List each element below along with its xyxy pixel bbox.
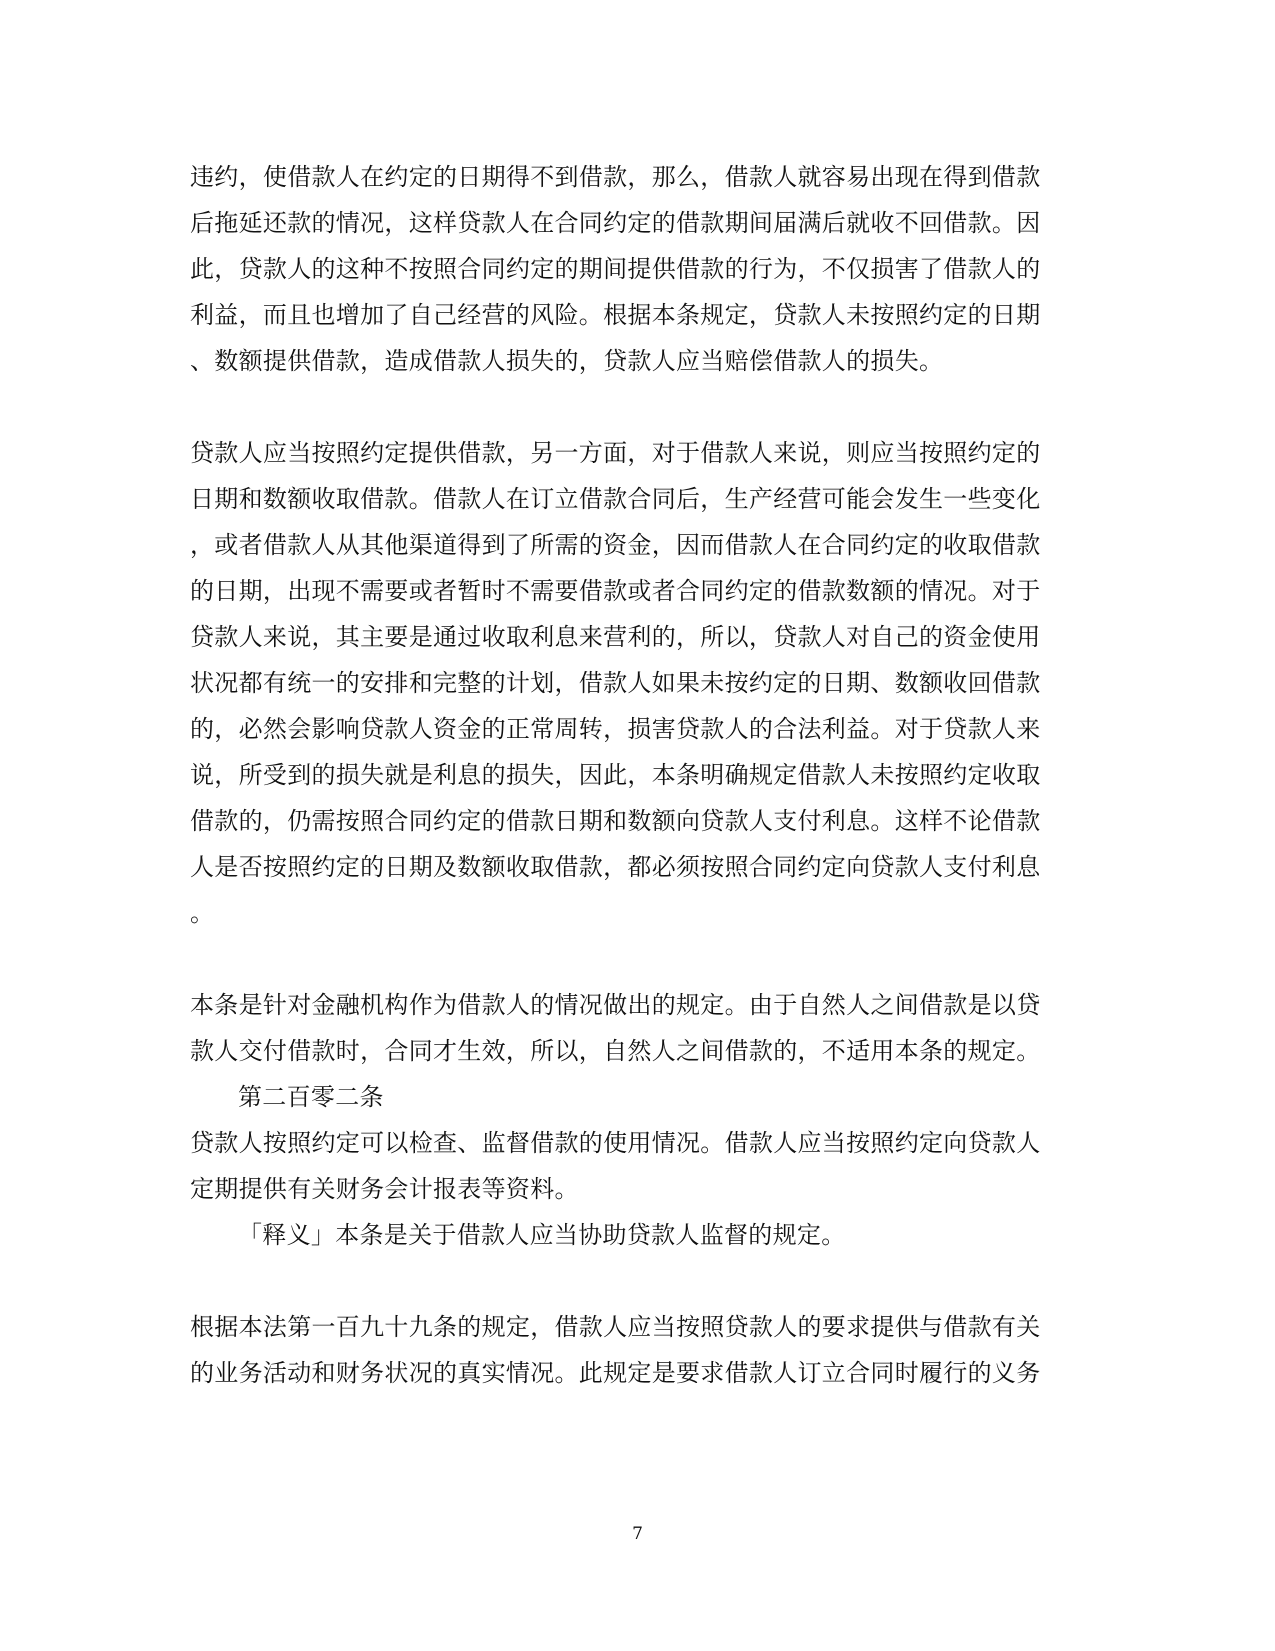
paragraph-1-line-2: 后拖延还款的情况，这样贷款人在合同约定的借款期间届满后就收不回借款。因 — [190, 209, 1041, 237]
paragraph-2-line-1: 贷款人应当按照约定提供借款，另一方面，对于借款人来说，则应当按照约定的 — [190, 439, 1041, 467]
article-line-2: 定期提供有关财务会计报表等资料。 — [190, 1175, 579, 1203]
article-note: 「释义」本条是关于借款人应当协助贷款人监督的规定。 — [238, 1221, 846, 1249]
paragraph-2-line-11: 。 — [190, 899, 215, 927]
paragraph-5-line-1: 根据本法第一百九十九条的规定，借款人应当按照贷款人的要求提供与借款有关 — [190, 1313, 1041, 1341]
paragraph-2-line-10: 人是否按照约定的日期及数额收取借款，都必须按照合同约定向贷款人支付利息 — [190, 853, 1041, 881]
page-number: 7 — [632, 1524, 643, 1544]
article-heading: 第二百零二条 — [238, 1083, 384, 1111]
paragraph-5-line-2: 的业务活动和财务状况的真实情况。此规定是要求借款人订立合同时履行的义务 — [190, 1359, 1041, 1387]
paragraph-2-line-4: 的日期，出现不需要或者暂时不需要借款或者合同约定的借款数额的情况。对于 — [190, 577, 1041, 605]
paragraph-2-line-5: 贷款人来说，其主要是通过收取利息来营利的，所以，贷款人对自己的资金使用 — [190, 623, 1041, 651]
paragraph-1-line-4: 利益，而且也增加了自己经营的风险。根据本条规定，贷款人未按照约定的日期 — [190, 301, 1041, 329]
paragraph-2-line-7: 的，必然会影响贷款人资金的正常周转，损害贷款人的合法利益。对于贷款人来 — [190, 715, 1041, 743]
paragraph-3-line-2: 款人交付借款时，合同才生效，所以，自然人之间借款的，不适用本条的规定。 — [190, 1037, 1041, 1065]
article-line-1: 贷款人按照约定可以检查、监督借款的使用情况。借款人应当按照约定向贷款人 — [190, 1129, 1041, 1157]
paragraph-2-line-2: 日期和数额收取借款。借款人在订立借款合同后，生产经营可能会发生一些变化 — [190, 485, 1041, 513]
paragraph-2-line-9: 借款的，仍需按照合同约定的借款日期和数额向贷款人支付利息。这样不论借款 — [190, 807, 1041, 835]
paragraph-2-line-6: 状况都有统一的安排和完整的计划，借款人如果未按约定的日期、数额收回借款 — [190, 669, 1041, 697]
paragraph-1-line-1: 违约，使借款人在约定的日期得不到借款，那么，借款人就容易出现在得到借款 — [190, 163, 1041, 191]
paragraph-1-line-5: 、数额提供借款，造成借款人损失的，贷款人应当赔偿借款人的损失。 — [190, 347, 944, 375]
paragraph-2-line-8: 说，所受到的损失就是利息的损失，因此，本条明确规定借款人未按照约定收取 — [190, 761, 1041, 789]
paragraph-2-line-3: ，或者借款人从其他渠道得到了所需的资金，因而借款人在合同约定的收取借款 — [190, 531, 1041, 559]
paragraph-3-line-1: 本条是针对金融机构作为借款人的情况做出的规定。由于自然人之间借款是以贷 — [190, 991, 1041, 1019]
paragraph-1-line-3: 此，贷款人的这种不按照合同约定的期间提供借款的行为，不仅损害了借款人的 — [190, 255, 1041, 283]
